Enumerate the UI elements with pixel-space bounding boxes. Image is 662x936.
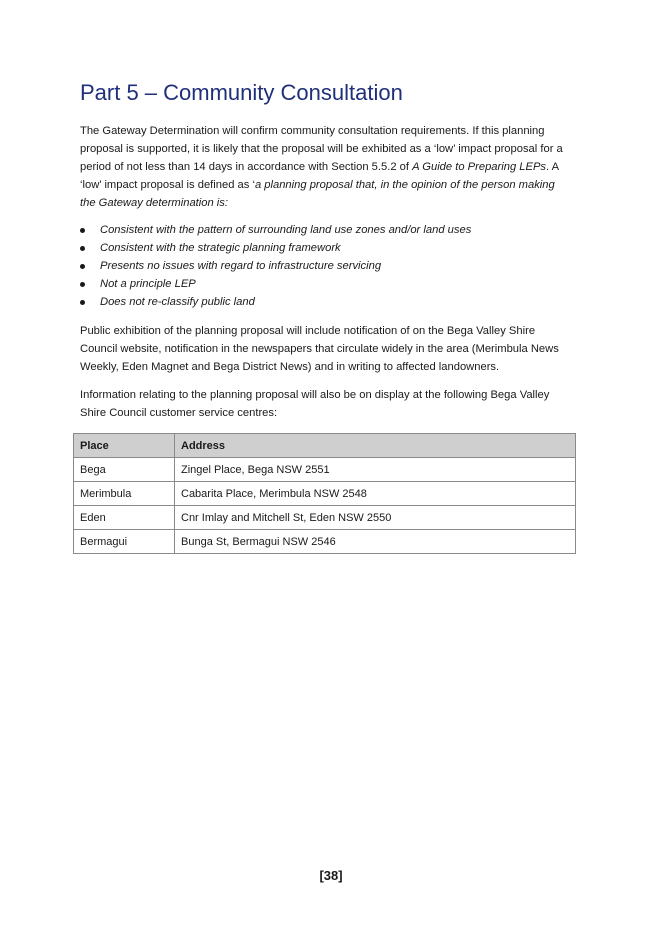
table-row [74,530,576,554]
table-row [74,506,576,530]
criteria-text: Not a principle LEP [100,278,196,290]
table-header-row [74,434,576,458]
bullet-icon [80,300,85,305]
bullet-icon [80,228,85,233]
column-header-place: Place [74,434,175,458]
list-item [80,221,471,239]
display-paragraph: Information relating to the planning proposal will also be on display at the following Bega Valley Shire Council customer service centres: [80,389,550,419]
place-cell: Eden [74,506,175,530]
exhibition-paragraph: Public exhibition of the planning proposal will include notification of on the Bega Valley Shire Council website, notification in the newspapers that circulate widely in the area (Merimbula News Weekly, Eden Magnet and Bega District News) and in writing to affected landowners. [80,325,559,373]
list-item [80,293,471,311]
address-cell: Cabarita Place, Merimbula NSW 2548 [175,482,576,506]
bullet-icon [80,246,85,251]
bullet-icon [80,264,85,269]
criteria-text: Presents no issues with regard to infrastructure servicing [100,260,382,272]
table-row [74,458,576,482]
criteria-list [80,221,471,311]
place-cell: Bega [74,458,175,482]
page-number: [38] [319,868,343,883]
address-cell: Zingel Place, Bega NSW 2551 [175,458,576,482]
list-item [80,239,471,257]
address-cell: Bunga St, Bermagui NSW 2546 [175,530,576,554]
criteria-text: Consistent with the pattern of surrounding land use zones and/or land uses [100,224,472,236]
service-centres-table [73,433,576,554]
list-item [80,257,471,275]
bullet-icon [80,282,85,287]
place-cell: Merimbula [74,482,175,506]
intro-text-a: The Gateway Determination will confirm community consultation requirements. If this planning proposal is supported, it is likely that the proposal will be exhibited as a ‘low’ impact proposal for a period of not less than 14 days in accordance with Section 5.5.2 of [80,125,563,173]
table-row [74,482,576,506]
list-item [80,275,471,293]
section-heading: Part 5 – Community Consultation [80,80,403,105]
criteria-text: Consistent with the strategic planning framework [100,242,341,254]
place-cell: Bermagui [74,530,175,554]
address-cell: Cnr Imlay and Mitchell St, Eden NSW 2550 [175,506,576,530]
criteria-text: Does not re-classify public land [100,296,255,308]
definition-text: a planning proposal that, in the opinion of the person making the Gateway determination is: [80,179,555,209]
column-header-address: Address [175,434,576,458]
intro-text-b: . A ‘low’ impact proposal is defined as ‘ [80,161,559,191]
intro-paragraph [80,122,570,212]
guide-title: A Guide to Preparing LEPs [412,161,547,173]
